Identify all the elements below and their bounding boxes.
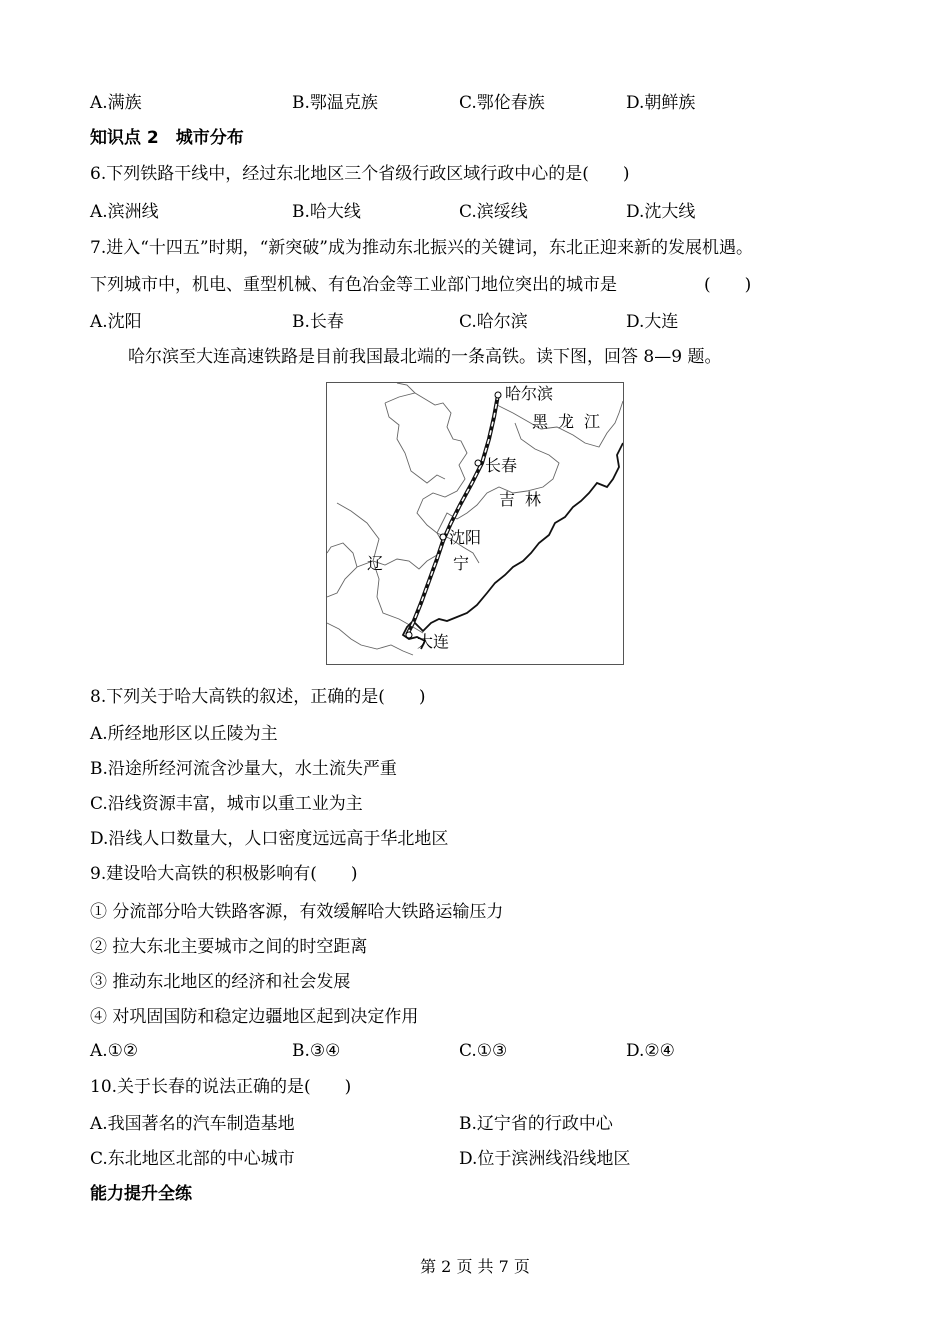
q6-answer-paren: ( ) — [582, 164, 630, 184]
province-label-heilongjiang-3: 江 — [584, 412, 601, 431]
q7-option-d: D.大连 — [626, 312, 679, 332]
q6-stem — [90, 162, 629, 186]
q7-option-c: C.哈尔滨 — [459, 312, 528, 332]
q10-option-b: B.辽宁省的行政中心 — [459, 1114, 613, 1134]
province-label-liaoning-2: 宁 — [453, 554, 470, 573]
q9-option-b: B.③④ — [292, 1041, 341, 1061]
section-title-ability: 能力提升全练 — [90, 1184, 192, 1204]
q10-option-a: A.我国著名的汽车制造基地 — [90, 1114, 295, 1134]
q8-stem-text: 8.下列关于哈大高铁的叙述，正确的是 — [90, 687, 379, 707]
q9-item-3: ③ 推动东北地区的经济和社会发展 — [90, 972, 351, 992]
q10-option-c: C.东北地区北部的中心城市 — [90, 1149, 295, 1169]
q7-stem-line2: 下列城市中，机电、重型机械、有色冶金等工业部门地位突出的城市是 — [90, 275, 617, 295]
q9-stem-text: 9.建设哈大高铁的积极影响有 — [90, 864, 311, 884]
province-borders — [327, 383, 623, 655]
q9-item-1: ① 分流部分哈大铁路客源，有效缓解哈大铁路运输压力 — [90, 902, 504, 922]
q9-option-c: C.①③ — [459, 1041, 508, 1061]
q9-option-d: D.②④ — [626, 1041, 675, 1061]
province-label-liaoning-1: 辽 — [367, 554, 384, 573]
q7-option-a: A.沈阳 — [90, 312, 142, 332]
q9-answer-paren: ( ) — [310, 864, 358, 884]
q5-option-c: C.鄂伦春族 — [459, 93, 545, 113]
section-title-city-distribution: 知识点 2 城市分布 — [90, 128, 244, 148]
province-label-heilongjiang-2: 龙 — [558, 412, 575, 431]
q6-stem-text: 6.下列铁路干线中，经过东北地区三个省级行政区域行政中心的是 — [90, 164, 583, 184]
city-dot-shenyang — [440, 534, 446, 540]
q6-option-a: A.滨洲线 — [90, 202, 159, 222]
q8-answer-paren: ( ) — [378, 687, 426, 707]
map-drawing — [327, 383, 623, 664]
q9-item-2: ② 拉大东北主要城市之间的时空距离 — [90, 937, 368, 957]
city-dot-changchun — [475, 460, 481, 466]
page-number: 第 2 页 共 7 页 — [420, 1257, 530, 1276]
q10-stem-text: 10.关于长春的说法正确的是 — [90, 1077, 305, 1097]
q8-option-b: B.沿途所经河流含沙量大，水土流失严重 — [90, 759, 397, 779]
q10-option-d: D.位于滨洲线沿线地区 — [459, 1149, 631, 1169]
harbin-dalian-railway-map — [326, 382, 624, 665]
city-label-changchun: 长春 — [485, 456, 518, 475]
city-dot-dalian — [406, 632, 412, 638]
q6-option-d: D.沈大线 — [626, 202, 696, 222]
q8-option-d: D.沿线人口数量大，人口密度远远高于华北地区 — [90, 829, 449, 849]
q7-stem-line1: 7.进入“十四五”时期，“新突破”成为推动东北振兴的关键词，东北正迎来新的发展机遇。 — [90, 238, 753, 258]
q8-option-a: A.所经地形区以丘陵为主 — [90, 724, 278, 744]
railway-line-outer — [407, 395, 498, 635]
city-label-dalian: 大连 — [417, 632, 450, 651]
q10-stem — [90, 1075, 351, 1099]
city-dot-harbin — [495, 392, 501, 398]
q6-option-b: B.哈大线 — [292, 202, 361, 222]
map-intro-text: 哈尔滨至大连高速铁路是目前我国最北端的一条高铁。读下图，回答 8—9 题。 — [128, 347, 722, 367]
province-label-jilin-1: 吉 — [499, 490, 516, 509]
q5-option-a: A.满族 — [90, 93, 142, 113]
q8-option-c: C.沿线资源丰富，城市以重工业为主 — [90, 794, 363, 814]
q7-option-b: B.长春 — [292, 312, 344, 332]
q9-option-a: A.①② — [90, 1041, 139, 1061]
q10-answer-paren: ( ) — [304, 1077, 352, 1097]
city-label-harbin: 哈尔滨 — [505, 384, 554, 403]
q7-answer-paren: ( ) — [704, 275, 752, 295]
q8-stem — [90, 685, 426, 709]
q5-option-d: D.朝鲜族 — [626, 93, 696, 113]
q6-option-c: C.滨绥线 — [459, 202, 528, 222]
q9-item-4: ④ 对巩固国防和稳定边疆地区起到决定作用 — [90, 1007, 419, 1027]
q9-stem — [90, 862, 358, 886]
q5-option-b: B.鄂温克族 — [292, 93, 378, 113]
province-label-jilin-2: 林 — [525, 490, 542, 509]
province-label-heilongjiang-1: 黑 — [532, 412, 549, 431]
city-label-shenyang: 沈阳 — [449, 528, 482, 547]
